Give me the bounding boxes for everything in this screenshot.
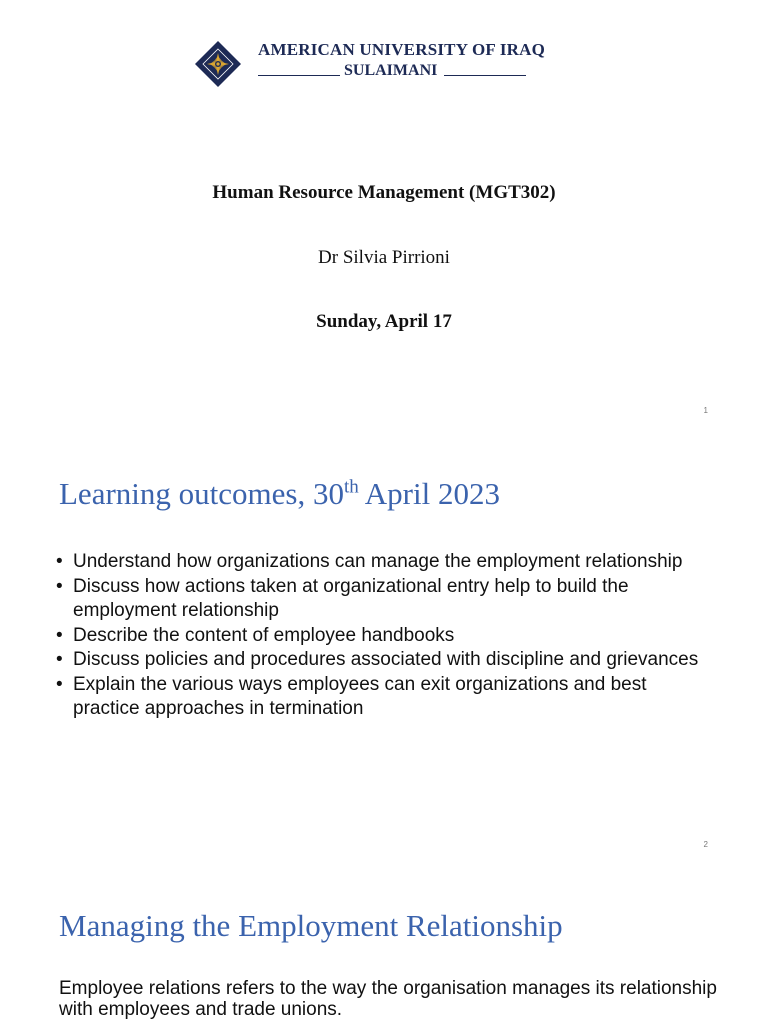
slide-1 <box>0 0 768 432</box>
page-number: 1 <box>703 406 708 415</box>
heading-suffix: April 2023 <box>358 476 500 511</box>
list-item <box>56 624 716 649</box>
list-item-text: Discuss how actions taken at organizational entry help to build the employment relationship <box>73 575 629 621</box>
university-logo <box>194 40 546 92</box>
logo-city-name: SULAIMANI <box>344 62 438 79</box>
logo-rule-right <box>444 75 526 76</box>
lecture-date: Sunday, April 17 <box>316 311 452 332</box>
list-item-text: Explain the various ways employees can exit organizations and best practice approaches in termination <box>73 673 647 719</box>
list-item <box>56 575 716 624</box>
bullet-icon: • <box>56 649 63 670</box>
course-title: Human Resource Management (MGT302) <box>212 182 556 203</box>
university-emblem-icon <box>194 40 242 88</box>
heading-ordinal: th <box>343 476 359 498</box>
list-item-text: Describe the content of employee handbooks <box>73 624 455 646</box>
slide-3 <box>0 864 768 1024</box>
bullet-icon: • <box>56 673 63 695</box>
heading-prefix: Learning outcomes, 30 <box>59 476 344 511</box>
body-paragraph: Employee relations refers to the way the organisation manages its relationship with employees and trade unions. <box>59 978 717 1020</box>
logo-university-name: AMERICAN UNIVERSITY OF IRAQ <box>258 40 546 59</box>
bullet-icon: • <box>56 551 63 572</box>
list-item <box>56 550 716 575</box>
list-item-text: Understand how organizations can manage the employment relationship <box>73 551 683 572</box>
slide-2 <box>0 432 768 864</box>
slide-heading: Managing the Employment Relationship <box>59 908 563 943</box>
list-item <box>56 648 716 673</box>
bullet-icon: • <box>56 575 63 597</box>
bullet-icon: • <box>56 624 63 646</box>
list-item <box>56 673 716 722</box>
instructor-name: Dr Silvia Pirrioni <box>318 247 450 268</box>
logo-rule-left <box>258 75 340 76</box>
learning-outcomes-list <box>56 550 716 722</box>
page-number: 2 <box>703 840 708 849</box>
list-item-text: Discuss policies and procedures associated with discipline and grievances <box>73 649 699 670</box>
slide-heading <box>59 476 500 512</box>
